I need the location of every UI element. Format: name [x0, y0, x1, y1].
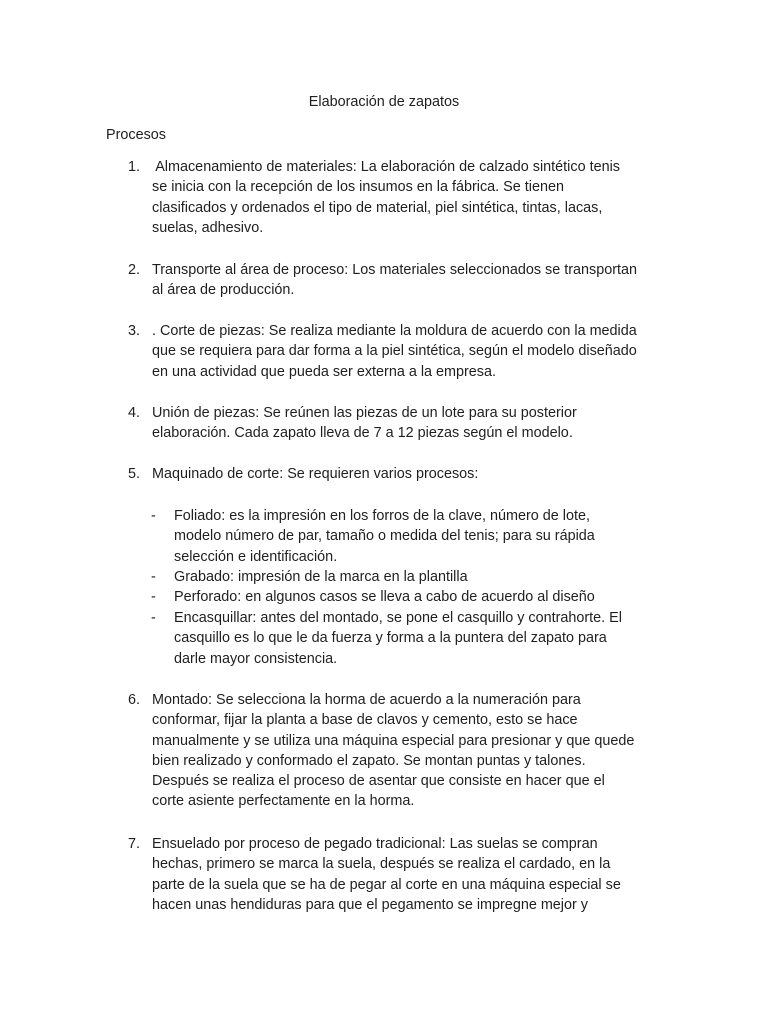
- list-item-text: [152, 321, 662, 382]
- text-line: clasificados y ordenados el tipo de material, piel sintética, tintas, lacas,: [152, 199, 603, 216]
- list-dash: -: [151, 569, 156, 585]
- text-line: Transporte al área de proceso: Los materiales seleccionados se transportan: [152, 262, 638, 278]
- text-line: corte asiente perfectamente en la horma.: [152, 793, 415, 810]
- list-dash: -: [151, 589, 156, 605]
- text-line: se inicia con la recepción de los insumos en la fábrica. Se tienen: [152, 179, 564, 196]
- text-line: . Corte de piezas: Se realiza mediante la moldura de acuerdo con la medida: [152, 323, 637, 339]
- list-item-text: [152, 464, 662, 484]
- text-line: que se requiera para dar forma a la piel sintética, según el modelo diseñado: [152, 343, 637, 360]
- text-line: conformar, fijar la planta a base de clavos y cemento, esto se hace: [152, 712, 578, 729]
- text-line: Ensuelado por proceso de pegado tradicional: Las suelas se compran: [152, 836, 598, 852]
- text-line: hechas, primero se marca la suela, después se realiza el cardado, en la: [152, 856, 611, 873]
- list-dash: -: [151, 508, 156, 524]
- text-line: darle mayor consistencia.: [174, 650, 338, 667]
- text-line: al área de producción.: [152, 282, 295, 299]
- list-item-text: [152, 834, 662, 915]
- text-line: suelas, adhesivo.: [152, 219, 264, 236]
- text-line: Maquinado de corte: Se requieren varios procesos:: [152, 466, 479, 482]
- list-number: 5.: [128, 466, 141, 482]
- list-number: 6.: [128, 692, 141, 708]
- list-item-text: [152, 690, 662, 812]
- text-line: elaboración. Cada zapato lleva de 7 a 12 piezas según el modelo.: [152, 425, 573, 442]
- list-item-text: [152, 260, 662, 301]
- list-dash: -: [151, 610, 156, 626]
- text-line: selección e identificación.: [174, 548, 338, 565]
- list-number: 2.: [128, 262, 141, 278]
- text-line: Unión de piezas: Se reúnen las piezas de un lote para su posterior: [152, 405, 577, 421]
- text-line: Montado: Se selecciona la horma de acuerdo a la numeración para: [152, 692, 581, 708]
- list-number: 7.: [128, 836, 141, 852]
- list-item-text: [152, 157, 662, 238]
- text-line: casquillo es lo que le da fuerza y forma a la puntera del zapato para: [174, 630, 607, 647]
- list-item-text: [152, 403, 662, 444]
- list-number: 4.: [128, 405, 141, 421]
- list-number: 3.: [128, 323, 141, 339]
- section-heading: Procesos: [106, 127, 166, 143]
- list-number: 1.: [128, 159, 141, 175]
- sub-list-item-text: [174, 587, 654, 607]
- page-title: Elaboración de zapatos: [308, 94, 460, 110]
- text-line: Después se realiza el proceso de asentar que consiste en hacer que el: [152, 773, 605, 790]
- text-line: manualmente y se utiliza una máquina especial para presionar y que quede: [152, 732, 635, 749]
- sub-list-item-text: [174, 608, 654, 669]
- text-line: parte de la suela que se ha de pegar al corte en una máquina especial se: [152, 876, 621, 893]
- text-line: bien realizado y conformado el zapato. Se montan puntas y talones.: [152, 752, 586, 769]
- text-line: Grabado: impresión de la marca en la plantilla: [174, 569, 468, 585]
- sub-list-item-text: [174, 506, 654, 567]
- text-line: Almacenamiento de materiales: La elaboración de calzado sintético tenis: [152, 159, 620, 175]
- text-line: Encasquillar: antes del montado, se pone el casquillo y contrahorte. El: [174, 610, 622, 626]
- text-line: modelo número de par, tamaño o medida del tenis; para su rápida: [174, 528, 595, 545]
- sub-list-item-text: [174, 567, 654, 587]
- text-line: en una actividad que pueda ser externa a la empresa.: [152, 363, 497, 380]
- text-line: Foliado: es la impresión en los forros de la clave, número de lote,: [174, 508, 590, 524]
- text-line: Perforado: en algunos casos se lleva a cabo de acuerdo al diseño: [174, 589, 595, 605]
- text-line: hacen unas hendiduras para que el pegamento se impregne mejor y: [152, 896, 588, 913]
